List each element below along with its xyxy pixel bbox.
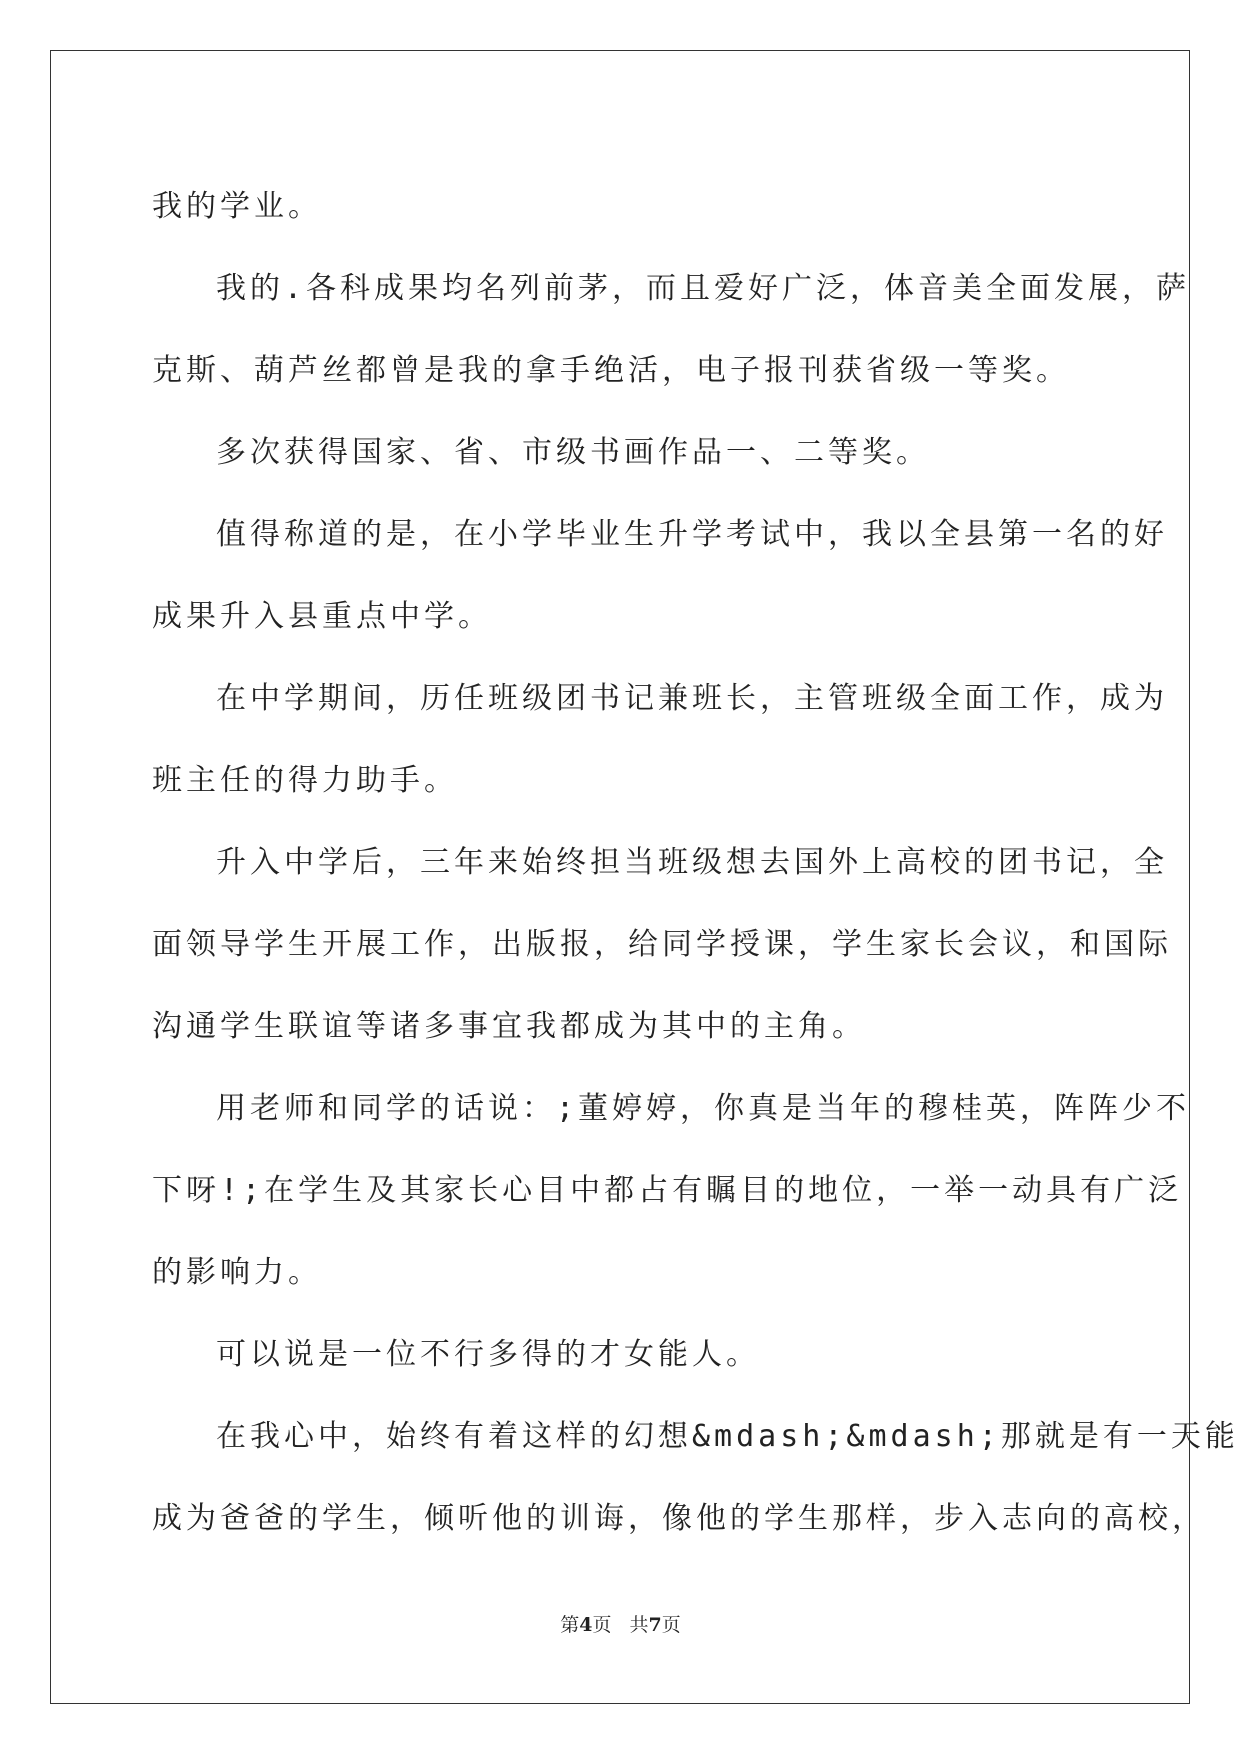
text-line: 我的.各科成果均名列前茅，而且爱好广泛，体音美全面发展，萨	[216, 271, 1191, 306]
text-line: 面领导学生开展工作，出版报，给同学授课，学生家长会议，和国际	[152, 927, 1172, 962]
text-line: 的影响力。	[152, 1255, 322, 1290]
text-line: 成果升入县重点中学。	[152, 599, 492, 634]
text-line: 可以说是一位不行多得的才女能人。	[216, 1337, 760, 1372]
document-body	[152, 166, 1239, 1560]
text-line: 成为爸爸的学生，倾听他的训诲，像他的学生那样，步入志向的高校，	[152, 1501, 1206, 1536]
text-line: 多次获得国家、省、市级书画作品一、二等奖。	[216, 435, 930, 470]
total-pages: 7	[648, 1614, 662, 1636]
total-suffix: 页	[661, 1614, 681, 1636]
text-line: 我的学业。	[152, 189, 322, 224]
text-line: 升入中学后，三年来始终担当班级想去国外上高校的团书记，全	[216, 845, 1168, 880]
page-number: 4	[579, 1614, 593, 1636]
text-line: 在中学期间，历任班级团书记兼班长，主管班级全面工作，成为	[216, 681, 1168, 716]
page-suffix: 页	[592, 1614, 612, 1636]
page-prefix: 第	[560, 1614, 580, 1636]
page-footer	[0, 1610, 1241, 1637]
text-line: 值得称道的是，在小学毕业生升学考试中，我以全县第一名的好	[216, 517, 1168, 552]
text-line: 用老师和同学的话说：;董婷婷，你真是当年的穆桂英，阵阵少不	[216, 1091, 1191, 1126]
text-line: 班主任的得力助手。	[152, 763, 458, 798]
text-line: 沟通学生联谊等诸多事宜我都成为其中的主角。	[152, 1009, 866, 1044]
text-line: 在我心中，始终有着这样的幻想&mdash;&mdash;那就是有一天能	[216, 1419, 1239, 1454]
text-line: 下呀!;在学生及其家长心目中都占有瞩目的地位，一举一动具有广泛	[152, 1173, 1183, 1208]
total-prefix: 共	[629, 1614, 649, 1636]
text-line: 克斯、葫芦丝都曾是我的拿手绝活，电子报刊获省级一等奖。	[152, 353, 1070, 388]
